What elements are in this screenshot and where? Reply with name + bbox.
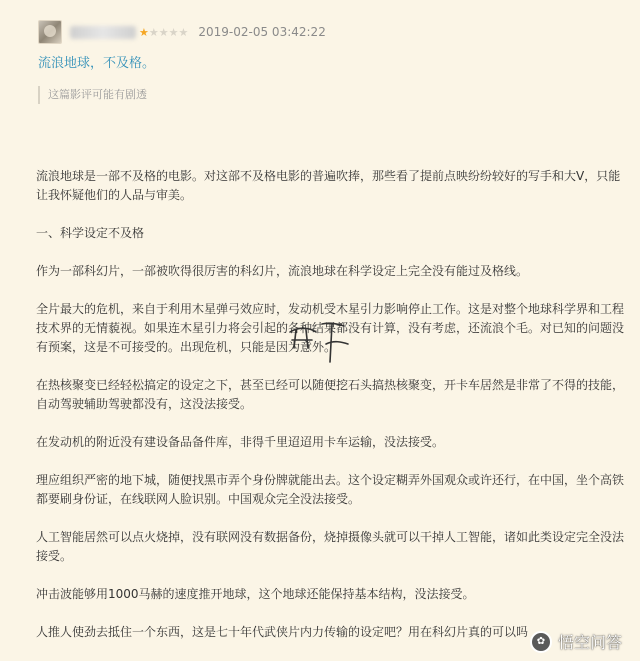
review-date: 2019-02-05 03:42:22 <box>198 25 326 39</box>
review-header <box>38 20 326 44</box>
paragraph: 冲击波能够用1000马赫的速度推开地球，这个地球还能保持基本结构，没法接受。 <box>36 587 475 601</box>
watermark <box>530 630 622 653</box>
user-avatar[interactable] <box>38 20 62 44</box>
review-content <box>36 167 630 642</box>
watermark-text: 悟空问答 <box>557 633 622 652</box>
paragraph: 人工智能居然可以点火烧掉，没有联网没有数据备份，烧掉摄像头就可以干掉人工智能，诸如此类设定完全没法接受。 <box>36 530 625 563</box>
username-redacted <box>70 26 136 39</box>
paragraph: 作为一部科幻片，一部被吹得很厉害的科幻片，流浪地球在科学设定上完全没有能过及格线。 <box>36 264 529 278</box>
paragraph: 在热核聚变已经轻松搞定的设定之下，甚至已经可以随便挖石头搞热核聚变，开卡车居然是非常了不得的技能，自动驾驶辅助驾驶都没有，这没法接受。 <box>36 378 625 411</box>
paragraph: 流浪地球是一部不及格的电影。对这部不及格电影的普遍吹捧，那些看了提前点映纷纷较好的写手和大V，只能让我怀疑他们的人品与审美。 <box>36 169 621 202</box>
star-empty-icon: ★ <box>148 25 159 39</box>
wukong-logo-icon: ✿ <box>530 631 552 653</box>
star-rating <box>139 27 188 38</box>
star-empty-icon: ★ <box>158 25 169 39</box>
review-title[interactable]: 流浪地球，不及格。 <box>38 56 156 71</box>
paragraph: 在发动机的附近没有建设备品备件库，非得千里迢迢用卡车运输，没法接受。 <box>36 435 445 449</box>
paragraph: 人推人使劲去抵住一个东西，这是七十年代武侠片内力传输的设定吧？用在科幻片真的可以吗 <box>36 625 529 639</box>
section-heading: 一、科学设定不及格 <box>36 226 145 240</box>
paragraph: 理应组织严密的地下城，随便找黑市弄个身份牌就能出去。这个设定糊弄外国观众或许还行，在中国，坐个高铁都要刷身份证，在线联网人脸识别。中国观众完全没法接受。 <box>36 473 625 506</box>
paragraph: 全片最大的危机，来自于利用木星弹弓效应时，发动机受木星引力影响停止工作。这是对整个地球科学界和工程技术界的无情藐视。如果连木星引力将会引起的各种结果都没有计算，没有考虑，还流浪个毛。对已知的问题没有预案，这是不可接受的。出现危机，只能是因为意外。 <box>36 302 625 354</box>
star-filled-icon: ★ <box>139 25 149 39</box>
spoiler-warning: 这篇影评可能有剧透 <box>38 86 147 104</box>
star-empty-icon: ★ <box>178 25 189 39</box>
handwritten-scribble <box>286 318 356 368</box>
star-empty-icon: ★ <box>168 25 179 39</box>
